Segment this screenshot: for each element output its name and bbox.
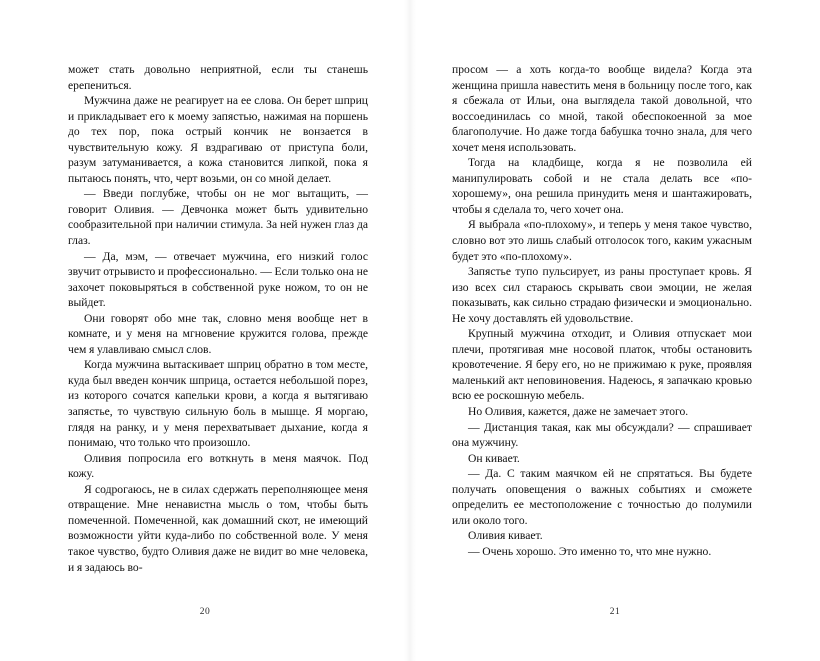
paragraph: Оливия попросила его воткнуть в меня маячок. Под кожу. [68, 451, 368, 481]
paragraph: — Дистанция такая, как мы обсуждали? — спрашивает она мужчину. [452, 420, 752, 450]
page-number [410, 607, 820, 617]
paragraph: Он кивает. [468, 451, 520, 465]
page-number [0, 607, 410, 617]
paragraph: Тогда на кладбище, когда я не позволила ей манипулировать собой и не стала делать все «по-хорошему», она решила принудить меня и шантажировать, чтобы я сделала то, чего хочет она. [452, 156, 752, 216]
paragraph: Крупный мужчина отходит, и Оливия отпускает мои плечи, протягивая мне носовой платок, чтобы остановить кровотечение. Я беру его, но не прижимаю к руке, проявляя маленький акт неповиновения. Надеюсь, я запачкаю кровью всю ее роскошную мебель. [452, 327, 752, 403]
paragraph: Оливия кивает. [468, 529, 543, 543]
right-page-text-column [452, 62, 752, 560]
paragraph: может стать довольно неприятной, если ты станешь ерепениться. [68, 63, 368, 92]
paragraph: Мужчина даже не реагирует на ее слова. Он берет шприц и прикладывает его к моему запястью, нажимая на поршень до тех пор, пока острый кончик не вонзается в чувствительную кожу. Я вздрагиваю от приступа боли, разум затуманивается, а кожа становится липкой, пока я пытаюсь понять, что, черт возьми, он со мной делает. [68, 94, 368, 185]
paragraph: Я содрогаюсь, не в силах сдержать переполняющее меня отвращение. Мне ненавистна мысль о том, чтобы быть помеченной. Помеченной, как домашний скот, не имеющий возможности уйти куда-либо по собственной воле. У меня такое чувство, будто Оливия даже не видит во мне человека, и я задаюсь во- [68, 482, 368, 574]
paragraph: Но Оливия, кажется, даже не замечает этого. [468, 405, 689, 419]
paragraph: — Очень хорошо. Это именно то, что мне нужно. [468, 544, 712, 558]
page-number-text: 21 [609, 607, 621, 617]
paragraph: — Да. С таким маячком ей не спрятаться. Вы будете получать оповещения о важных событиях и сможете определить ее местоположение с точностью до полумили или около того. [452, 467, 752, 527]
left-page-text-column [68, 62, 368, 575]
page-number-text: 20 [199, 607, 211, 617]
paragraph: Когда мужчина вытаскивает шприц обратно в том месте, куда был введен кончик шприца, остается небольшой порез, из которого сочатся капельки крови, а когда я вытягиваю запястье, то чувствую сильную боль в мышце. Я моргаю, глядя на ранку, и у меня перехватывает дыхание, когда я понимаю, что только что произошло. [68, 358, 368, 450]
paragraph: — Да, мэм, — отвечает мужчина, его низкий голос звучит отрывисто и профессионально. — Если только она не захочет поковыряться в собственной руке ножом, то он не выйдет. [68, 249, 368, 310]
paragraph: Они говорят обо мне так, словно меня вообще нет в комнате, и у меня на мгновение кружится голова, прежде чем я улавливаю смысл слов. [68, 311, 368, 356]
right-page [410, 0, 820, 661]
paragraph: Я выбрала «по-плохому», и теперь у меня такое чувство, словно вот это лишь слабый отголосок того, каким ужасным будет это «по-плохому». [452, 218, 752, 263]
paragraph: Запястье тупо пульсирует, из раны проступает кровь. Я изо всех сил стараюсь скрывать свои эмоции, не желая показывать, как сильно страдаю физически и эмоционально. Не хочу доставлять ей удовольствие. [452, 265, 752, 325]
paragraph: — Введи поглубже, чтобы он не мог вытащить, — говорит Оливия. — Девчонка может быть удивительно сообразительной при наличии стимула. За ней нужен глаз да глаз. [68, 187, 368, 248]
paragraph: просом — а хоть когда-то вообще видела? Когда эта женщина пришла навестить меня в больницу после того, как я сбежала от Ильи, она выглядела такой довольной, что воссоединилась со мной, такой обеспокоенной за мое благополучие. Но даже тогда бабушка точно знала, для чего хочет меня использовать. [452, 63, 752, 154]
